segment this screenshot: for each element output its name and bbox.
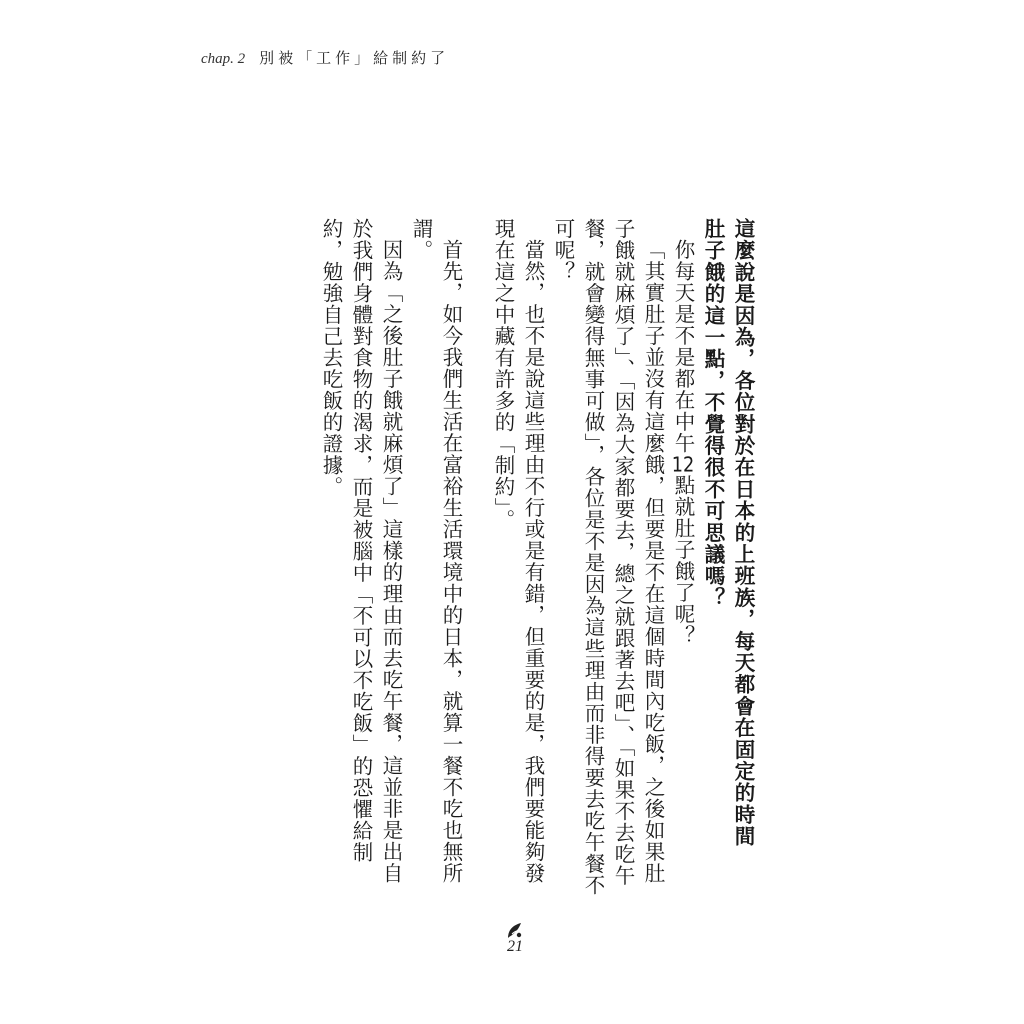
paragraph-first: 首先，如今我們生活在富裕生活環境中的日本，就算一餐不吃也無所謂。 — [409, 218, 463, 884]
hour-number: 12 — [671, 453, 695, 474]
chapter-label: chap. 2 — [201, 51, 246, 67]
paragraph-question-end: 點就肚子餓了呢？ — [671, 474, 695, 646]
paragraph-question-start: 你每天是不是都在中午 — [671, 238, 695, 454]
paragraph-evidence: 因為「之後肚子餓就麻煩了」這樣的理由而去吃午餐，這並非是出自於我們身體對食物的渴求，而是被腦中「不可以不吃飯」的恐懼給制約，勉強自己去吃飯的證據。 — [319, 218, 403, 884]
bold-lead-line-1: 這麼說是因為，各位對於在日本的上班族，每天都會在固定的時間 — [731, 218, 755, 848]
running-head — [201, 47, 449, 68]
body-text — [298, 218, 758, 898]
page-footer — [500, 920, 530, 956]
page-number: 21 — [507, 938, 523, 955]
chapter-title: 別被「工作」給制約了 — [259, 49, 450, 67]
paragraph-constraints: 當然，也不是說這些理由不行或是有錯，但重要的是，我們要能夠發現在這之中藏有許多的「制約」。 — [491, 218, 545, 884]
leaf-ornament-icon — [504, 920, 526, 940]
bold-lead-line-2: 肚子餓的這一點，不覺得很不可思議嗎？ — [701, 218, 725, 609]
paragraph-question — [668, 218, 698, 898]
paragraph-reasons: 「其實肚子並沒有這麼餓，但要是不在這個時間內吃飯，之後如果肚子餓就麻煩了」、「因為大家都要去，總之就跟著去吧」、「如果不去吃午餐，就會變得無事可做」，各位是不是因為這些理由而非得要去吃午餐不可呢？ — [551, 218, 665, 896]
